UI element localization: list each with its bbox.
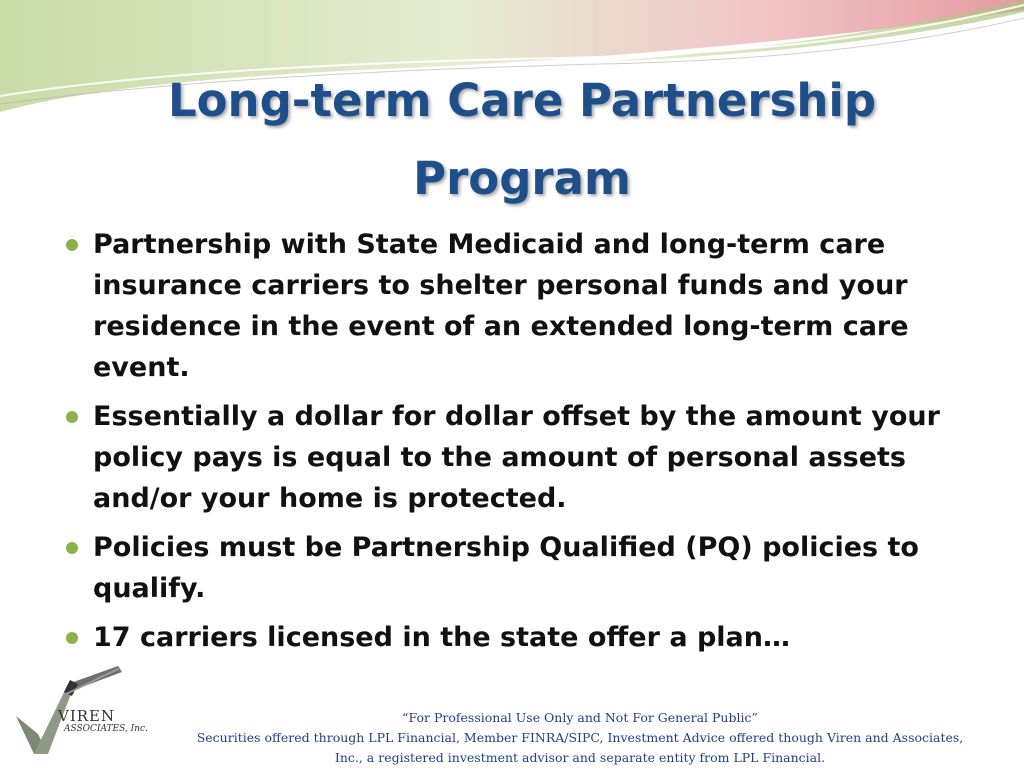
logo-wordmark — [58, 708, 148, 734]
footer-line-2: Securities offered through LPL Financial, Member FINRA/SIPC, Investment Advice offered though Viren and Associates, — [196, 730, 964, 745]
logo-name: VIREN — [58, 707, 116, 725]
title-line-2: Program — [413, 152, 631, 205]
bullet-item — [60, 617, 960, 658]
footer-disclaimer — [136, 708, 1024, 768]
footer-line-3: Inc., a registered investment advisor and separate entity from LPL Financial. — [334, 750, 826, 765]
bullet-text: Partnership with State Medicaid and long-term care insurance carriers to shelter personal funds and your residence in the event of an extended long-term care event. — [93, 229, 909, 383]
footer-line-1: “For Professional Use Only and Not For General Public” — [402, 710, 758, 725]
bullet-item — [60, 396, 960, 519]
bullet-dot-icon — [66, 542, 78, 554]
bullet-list — [60, 224, 960, 666]
slide-title — [60, 62, 984, 218]
bullet-dot-icon — [66, 239, 78, 251]
bullet-item — [60, 224, 960, 388]
bullet-dot-icon — [66, 632, 78, 644]
title-line-1: Long-term Care Partnership — [167, 74, 877, 127]
bullet-item — [60, 527, 960, 609]
logo-subtitle: ASSOCIATES, Inc. — [64, 724, 148, 734]
bullet-text: Policies must be Partnership Qualified (PQ) policies to qualify. — [93, 532, 919, 604]
bullet-dot-icon — [66, 411, 78, 423]
bullet-text: Essentially a dollar for dollar offset by the amount your policy pays is equal to the amount of personal assets and/or your home is protected. — [93, 401, 940, 514]
bullet-text: 17 carriers licensed in the state offer a plan… — [93, 622, 790, 653]
